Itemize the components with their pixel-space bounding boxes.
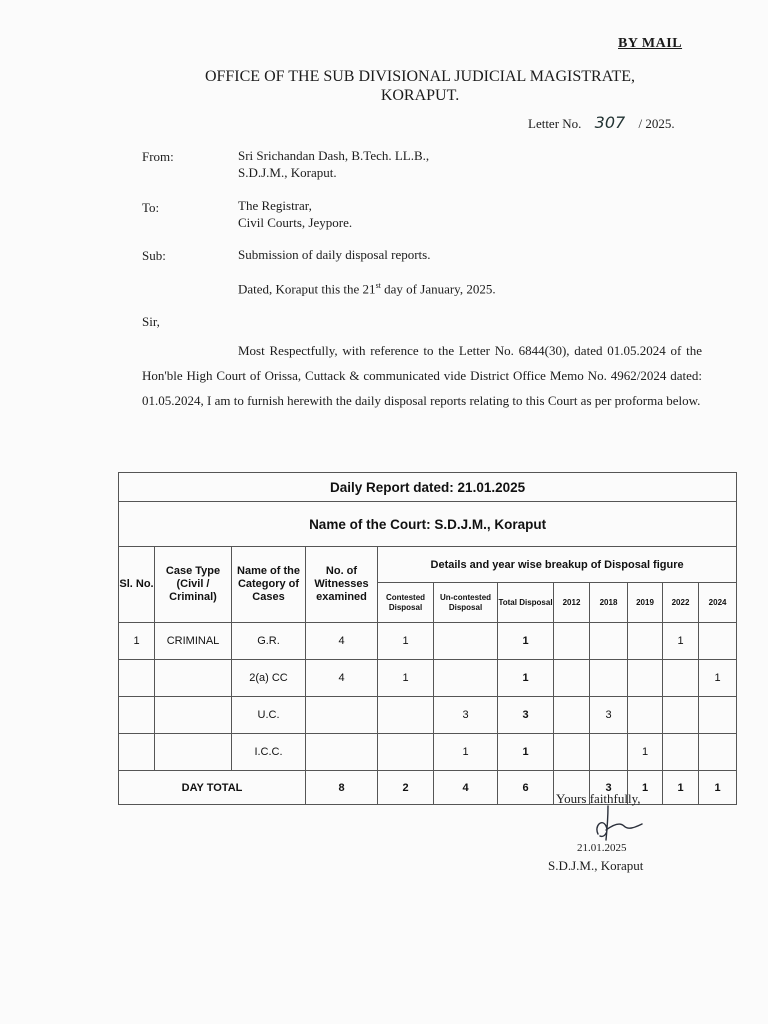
cell-uncontested: 3 bbox=[434, 697, 498, 734]
to-block bbox=[238, 197, 352, 231]
header-year-2018: 2018 bbox=[590, 583, 628, 623]
cell-sl bbox=[119, 734, 155, 771]
cell-2024 bbox=[699, 623, 737, 660]
report-title: Daily Report dated: 21.01.2025 bbox=[119, 473, 737, 502]
cell-2018 bbox=[590, 623, 628, 660]
cell-2024 bbox=[699, 734, 737, 771]
body-paragraph bbox=[142, 338, 702, 413]
to-name: The Registrar, bbox=[238, 198, 312, 213]
cell-2022 bbox=[663, 734, 699, 771]
signature-icon bbox=[584, 800, 644, 844]
header-year-2012: 2012 bbox=[554, 583, 590, 623]
cell-sl: 1 bbox=[119, 623, 155, 660]
letter-number-prefix: Letter No. bbox=[528, 116, 582, 131]
letter-number-handwritten: 307 bbox=[594, 113, 626, 132]
cell-2024: 1 bbox=[699, 660, 737, 697]
header-sl-no: Sl. No. bbox=[119, 547, 155, 623]
cell-2012 bbox=[554, 697, 590, 734]
cell-contested: 1 bbox=[378, 623, 434, 660]
subject-text: Submission of daily disposal reports. bbox=[238, 247, 431, 262]
table-row bbox=[119, 734, 737, 771]
from-block bbox=[238, 147, 429, 181]
cell-2022 bbox=[663, 660, 699, 697]
cell-2018 bbox=[590, 660, 628, 697]
header-year-2024: 2024 bbox=[699, 583, 737, 623]
total-2022: 1 bbox=[663, 771, 699, 805]
cell-2019 bbox=[628, 660, 663, 697]
table-row bbox=[119, 623, 737, 660]
to-label: To: bbox=[142, 200, 160, 215]
cell-total: 1 bbox=[498, 734, 554, 771]
cell-2018 bbox=[590, 734, 628, 771]
dated-prefix: Dated, Koraput this the 21 bbox=[238, 281, 376, 297]
office-location: KORAPUT. bbox=[380, 87, 460, 104]
total-uncontested: 4 bbox=[434, 771, 498, 805]
dated-line bbox=[238, 277, 496, 297]
cell-2018: 3 bbox=[590, 697, 628, 734]
cell-witnesses: 4 bbox=[306, 623, 378, 660]
from-label: From: bbox=[142, 149, 174, 164]
subject-label: Sub: bbox=[142, 248, 166, 263]
cell-2022: 1 bbox=[663, 623, 699, 660]
total-2019: 1 bbox=[628, 771, 663, 805]
cell-contested bbox=[378, 697, 434, 734]
header-case-type: Case Type (Civil / Criminal) bbox=[155, 547, 232, 623]
cell-contested bbox=[378, 734, 434, 771]
cell-witnesses: 4 bbox=[306, 660, 378, 697]
table-row bbox=[119, 660, 737, 697]
header-year-2022: 2022 bbox=[663, 583, 699, 623]
cell-category: G.R. bbox=[232, 623, 306, 660]
header-contested: Contested Disposal bbox=[378, 583, 434, 623]
cell-total: 1 bbox=[498, 660, 554, 697]
yours-faithfully: Yours faithfully, bbox=[556, 791, 641, 806]
total-total: 6 bbox=[498, 771, 554, 805]
from-name: Sri Srichandan Dash, B.Tech. LL.B., bbox=[238, 148, 430, 163]
daily-report-table bbox=[118, 472, 737, 805]
cell-2022 bbox=[663, 697, 699, 734]
cell-2019 bbox=[628, 697, 663, 734]
header-year-2019: 2019 bbox=[628, 583, 663, 623]
cell-category: 2(a) CC bbox=[232, 660, 306, 697]
dated-suffix: day of January, 2025. bbox=[380, 281, 496, 297]
cell-category: U.C. bbox=[232, 697, 306, 734]
day-total-label: DAY TOTAL bbox=[119, 771, 306, 805]
total-2024: 1 bbox=[699, 771, 737, 805]
body-text: Most Respectfully, with reference to the Letter No. 6844(30), dated 01.05.2024 of the Hon'ble High Court of Orissa, Cuttack & communicated vide District Office Memo No. 4962/2024 dated: 01.05.2024, I am to furnish herewith the daily disposal reports relating to this Court as per proforma below. bbox=[142, 343, 702, 408]
header-total: Total Disposal bbox=[498, 583, 554, 623]
cell-witnesses bbox=[306, 734, 378, 771]
cell-uncontested: 1 bbox=[434, 734, 498, 771]
total-witnesses: 8 bbox=[306, 771, 378, 805]
court-name: Name of the Court: S.D.J.M., Koraput bbox=[119, 502, 737, 547]
cell-case-type bbox=[155, 660, 232, 697]
salutation: Sir, bbox=[142, 314, 160, 329]
cell-sl bbox=[119, 660, 155, 697]
cell-case-type bbox=[155, 734, 232, 771]
cell-2012 bbox=[554, 623, 590, 660]
cell-witnesses bbox=[306, 697, 378, 734]
cell-category: I.C.C. bbox=[232, 734, 306, 771]
table-row bbox=[119, 697, 737, 734]
header-witnesses: No. of Witnesses examined bbox=[306, 547, 378, 623]
from-designation: S.D.J.M., Koraput. bbox=[238, 165, 337, 180]
cell-2019 bbox=[628, 623, 663, 660]
header-category: Name of the Category of Cases bbox=[232, 547, 306, 623]
cell-uncontested bbox=[434, 623, 498, 660]
dated-superscript: st bbox=[375, 281, 381, 290]
cell-total: 3 bbox=[498, 697, 554, 734]
cell-uncontested bbox=[434, 660, 498, 697]
total-2018: 3 bbox=[590, 771, 628, 805]
cell-sl bbox=[119, 697, 155, 734]
header-details: Details and year wise breakup of Disposal figure bbox=[378, 547, 737, 583]
office-title: OFFICE OF THE SUB DIVISIONAL JUDICIAL MAGISTRATE, bbox=[204, 68, 636, 85]
by-mail-heading: BY MAIL bbox=[618, 36, 683, 51]
cell-2012 bbox=[554, 660, 590, 697]
signature-date: 21.01.2025 bbox=[577, 842, 627, 854]
to-address: Civil Courts, Jeypore. bbox=[238, 215, 353, 230]
cell-2024 bbox=[699, 697, 737, 734]
cell-case-type bbox=[155, 697, 232, 734]
letter-number-suffix: / 2025. bbox=[638, 116, 675, 131]
letter-number-line bbox=[528, 113, 675, 132]
total-contested: 2 bbox=[378, 771, 434, 805]
signature-designation: S.D.J.M., Koraput bbox=[548, 858, 644, 873]
cell-total: 1 bbox=[498, 623, 554, 660]
cell-contested: 1 bbox=[378, 660, 434, 697]
cell-case-type: CRIMINAL bbox=[155, 623, 232, 660]
cell-2019: 1 bbox=[628, 734, 663, 771]
header-uncontested: Un-contested Disposal bbox=[434, 583, 498, 623]
cell-2012 bbox=[554, 734, 590, 771]
